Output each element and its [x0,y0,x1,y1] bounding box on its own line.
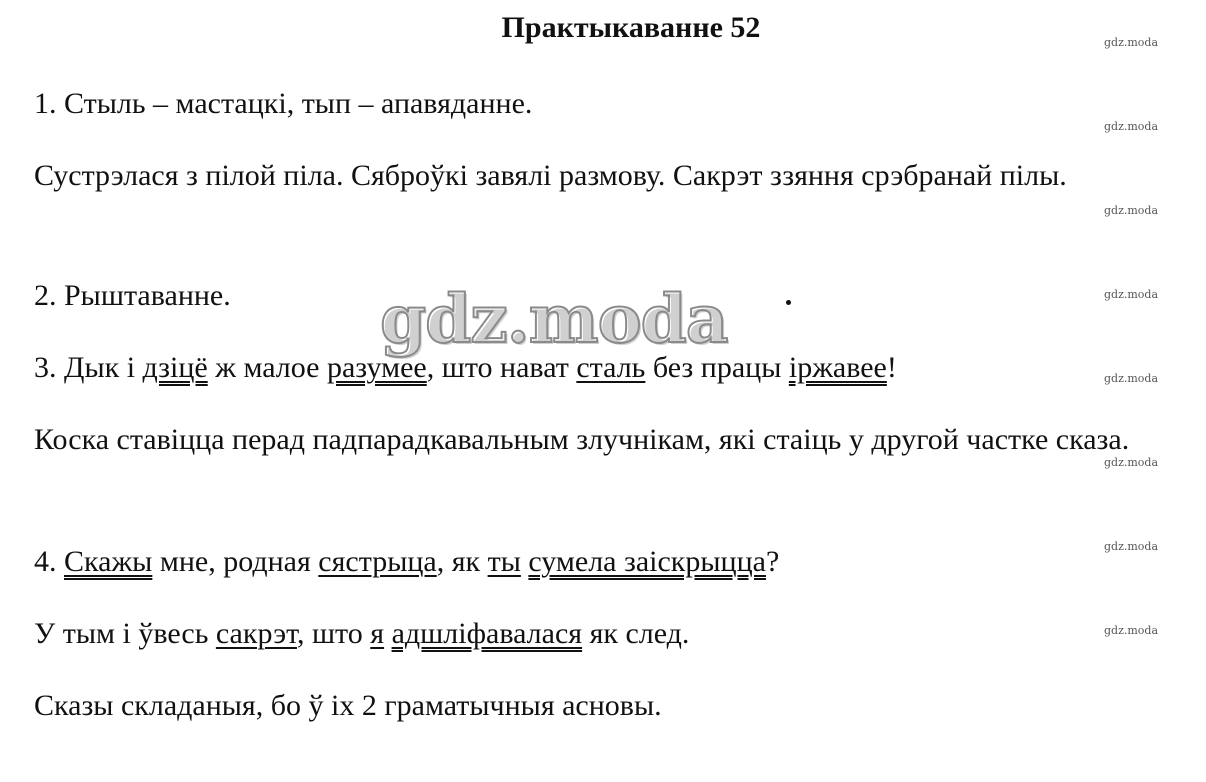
watermark-text: gdz.moda [1104,120,1159,133]
page-title: Практыкаванне 52 [501,11,761,44]
watermark-logo: gdz.moda [380,280,728,358]
text-run: , што нават [426,351,577,384]
text-run: У тым і ўвесь [34,617,216,650]
subject-word: сталь [576,351,646,384]
watermark-text: gdz.moda [1104,204,1159,217]
text-run: ж малое [207,351,327,384]
text-run [384,617,392,650]
text-run: мне, родная [152,545,319,578]
paragraph-2: Сустрэлася з пілой піла. Сяброўкі завялі размову. Сакрэт ззяння срэбранай пілы. [34,159,1067,192]
subject-word: я [370,617,385,650]
text-run: 4. [34,545,64,578]
watermark-text: gdz.moda [1104,372,1159,385]
subject-word: сакрэт [215,617,297,650]
paragraph-3: 2. Рыштаванне. [34,279,231,312]
paragraph-7 [34,606,1174,662]
predicate-word: іржавее [788,351,887,384]
paragraph-5: Коска ставіцца перад падпарадкавальным злучнікам, які стаіць у другой частке сказа. [34,423,1130,456]
watermark-text: gdz.moda [1104,540,1159,553]
watermark-text: gdz.moda [1104,36,1159,49]
text-run: ? [765,545,780,578]
predicate-word: сумела заіскрыцца [528,545,766,578]
text-run: без працы [645,351,789,384]
watermark-text: gdz.moda [1104,456,1159,469]
text-run: 3. Дык і [34,351,143,384]
predicate-word: адшліфавалася [391,617,583,650]
text-run: , што [296,617,371,650]
subject-word: сястрыца [318,545,437,578]
subject-word: дзіцё [142,351,208,384]
watermark-text: gdz.moda [1104,624,1159,637]
subject-word: ты [487,545,521,578]
stray-dot [786,300,791,305]
paragraph-1: 1. Стыль – мастацкі, тып – апавяданне. [34,87,533,120]
predicate-word: Скажы [64,545,153,578]
watermark-text: gdz.moda [1104,288,1159,301]
text-run: , як [436,545,488,578]
text-run: ! [886,351,897,384]
text-run: як след. [582,617,690,650]
paragraph-8: Сказы складаныя, бо ў іх 2 граматычныя асновы. [34,689,662,722]
paragraph-6 [34,534,1174,590]
predicate-word: разумее [326,351,427,384]
